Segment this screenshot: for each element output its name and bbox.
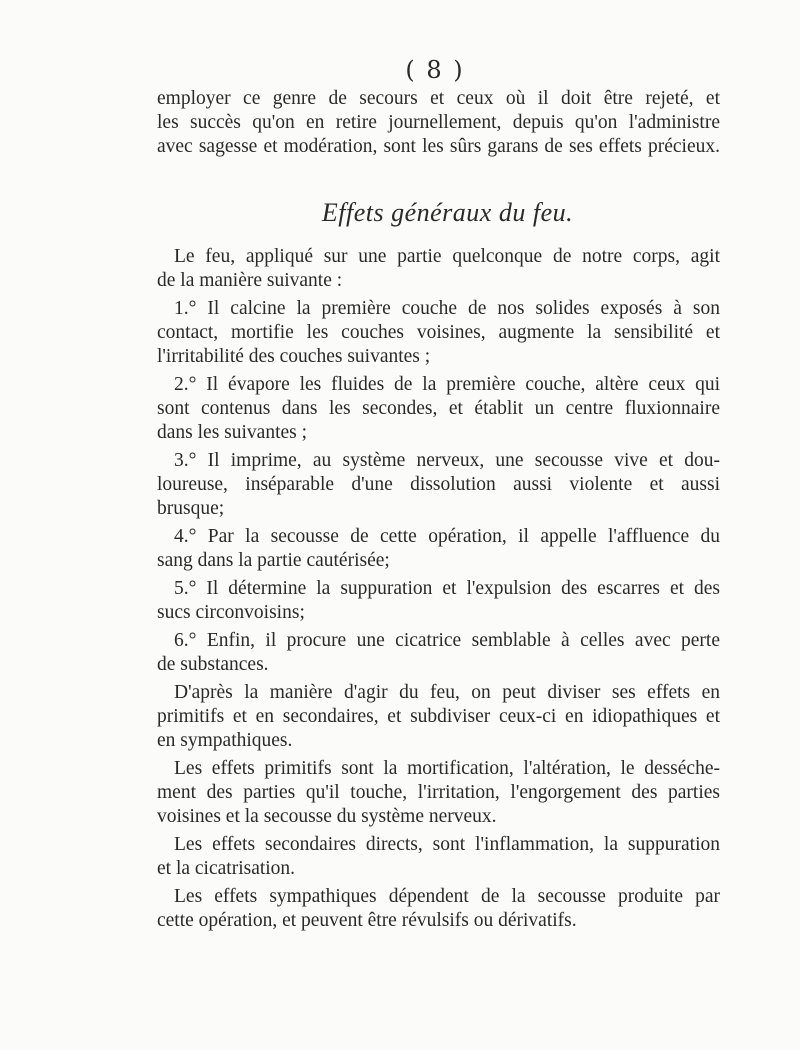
text-line: de substances.: [157, 654, 269, 675]
text-line: primitifs et en secondaires, et subdiviser ceux-ci en idiopathiques et: [157, 706, 720, 727]
text-line: 5.° Il détermine la suppuration et l'expulsion des escarres et des: [174, 578, 720, 599]
text-line: Les effets primitifs sont la mortification, l'altération, le desséche-: [174, 758, 720, 779]
text-line: Le feu, appliqué sur une partie quelconque de notre corps, agit: [174, 246, 720, 267]
text-line: D'après la manière d'agir du feu, on peut diviser ses effets en: [174, 682, 720, 703]
text-line: voisines et la secousse du système nerveux.: [157, 806, 497, 827]
section-heading: Effets généraux du feu.: [321, 198, 574, 227]
text-line: contact, mortifie les couches voisines, augmente la sensibilité et: [157, 322, 720, 343]
text-line: employer ce genre de secours et ceux où il doit être rejeté, et: [157, 88, 720, 109]
text-line: sucs circonvoisins;: [157, 602, 305, 623]
body-text: [157, 87, 720, 933]
text-line: 1.° Il calcine la première couche de nos solides exposés à son: [174, 298, 720, 319]
text-line: sang dans la partie cautérisée;: [157, 550, 390, 571]
text-line: sont contenus dans les secondes, et établit un centre fluxionnaire: [157, 398, 720, 419]
text-line: cette opération, et peuvent être révulsifs ou dérivatifs.: [157, 910, 577, 931]
text-line: loureuse, inséparable d'une dissolution aussi violente et aussi: [157, 474, 720, 495]
page-number: ( 8 ): [405, 56, 465, 84]
text-line: en sympathiques.: [157, 730, 293, 751]
text-line: 3.° Il imprime, au système nerveux, une secousse vive et dou-: [174, 450, 720, 471]
text-line: de la manière suivante :: [157, 270, 343, 291]
text-line: Les effets sympathiques dépendent de la secousse produite par: [174, 886, 720, 907]
text-line: 4.° Par la secousse de cette opération, il appelle l'affluence du: [174, 526, 720, 547]
text-line: Les effets secondaires directs, sont l'inflammation, la suppuration: [174, 834, 720, 855]
paragraph-lines: [157, 245, 720, 933]
text-line: 2.° Il évapore les fluides de la première couche, altère ceux qui: [174, 374, 720, 395]
text-line: et la cicatrisation.: [157, 858, 296, 879]
text-line: brusque;: [157, 498, 225, 519]
text-line: dans les suivantes ;: [157, 422, 308, 443]
text-line: l'irritabilité des couches suivantes ;: [157, 346, 431, 367]
text-line: les succès qu'on en retire journellement, depuis qu'on l'administre: [157, 112, 720, 133]
text-line: avec sagesse et modération, sont les sûrs garans de ses effets précieux.: [157, 136, 720, 157]
text-line: ment des parties qu'il touche, l'irritation, l'engorgement des parties: [157, 782, 720, 803]
text-line: 6.° Enfin, il procure une cicatrice semblable à celles avec perte: [174, 630, 720, 651]
